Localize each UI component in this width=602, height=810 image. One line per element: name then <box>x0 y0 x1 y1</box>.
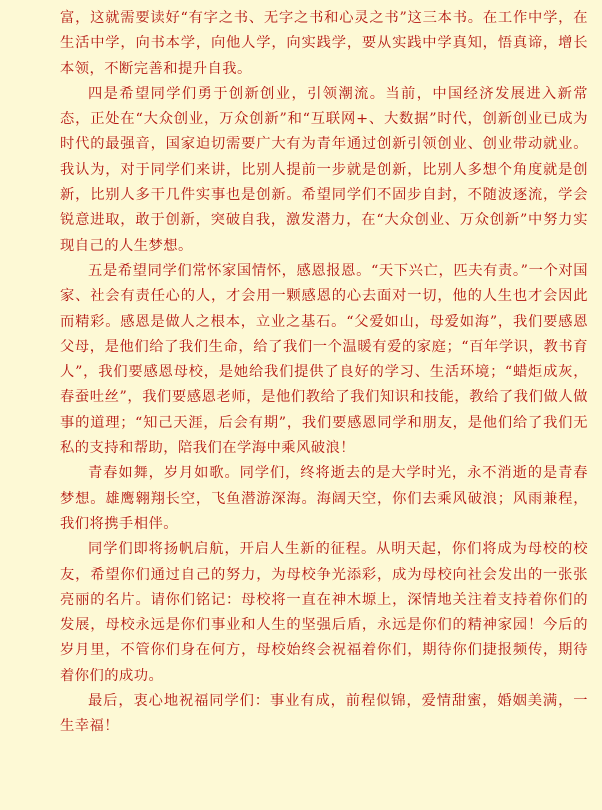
paragraph-youth: 青春如舞，岁月如歌。同学们，终将逝去的是大学时光，永不消逝的是青春梦想。雄鹰翱翔长空，飞鱼潜游深海。海阔天空，你们去乘风破浪；风雨兼程，我们将携手相伴。 <box>60 465 588 532</box>
paragraph-innovation: 四是希望同学们勇于创新创业，引领潮流。当前，中国经济发展进入新常态，正处在“大众创业，万众创新”和“互联网+、大数据”时代，创新创业已成为时代的最强音，国家迫切需要广大有为青年通过创新引领创业、创业带动就业。我认为，对于同学们来讲，比别人提前一步就是创新，比别人多想个角度就是创新，比别人多干几件实事也是创新。希望同学们不固步自封，不随波逐流，学会锐意进取，敢于创新，突破自我，激发潜力，在“大众创业、万众创新”中努力实现自己的人生梦想。 <box>60 85 588 254</box>
paragraph-study-continuation: 富，这就需要读好“有字之书、无字之书和心灵之书”这三本书。在工作中学，在生活中学，向书本学，向他人学，向实践学，要从实践中学真知，悟真谛，增长本领，不断完善和提升自我。 <box>60 10 588 77</box>
paragraph-farewell: 同学们即将扬帆启航，开启人生新的征程。从明天起，你们将成为母校的校友，希望你们通过自己的努力，为母校争光添彩，成为母校向社会发出的一张张亮丽的名片。请你们铭记：母校将一直在神木塬上，深情地关注着支持着你们的发展，母校永远是你们事业和人生的坚强后盾，永远是你们的精神家园！今后的岁月里，不管你们身在何方，母校始终会祝福着你们，期待你们捷报频传，期待着你们的成功。 <box>60 541 588 684</box>
paragraph-closing-wishes: 最后，衷心地祝福同学们：事业有成，前程似锦，爱情甜蜜，婚姻美满，一生幸福！ <box>60 693 588 735</box>
paragraph-gratitude: 五是希望同学们常怀家国情怀，感恩报恩。“天下兴亡，匹夫有责。”一个对国家、社会有责任心的人，才会用一颗感恩的心去面对一切，他的人生也才会因此而精彩。感恩是做人之根本，立业之基石。“父爱如山，母爱如海”，我们要感恩父母，是他们给了我们生命，给了我们一个温暖有爱的家庭；“百年学识，教书育人”，我们要感恩母校，是她给我们提供了良好的学习、生活环境；“蜡炬成灰，春蚕吐丝”，我们要感恩老师，是他们教给了我们知识和技能，教给了我们做人做事的道理；“知己天涯，后会有期”，我们要感恩同学和朋友，是他们给了我们无私的支持和帮助，陪我们在学海中乘风破浪！ <box>60 262 588 457</box>
